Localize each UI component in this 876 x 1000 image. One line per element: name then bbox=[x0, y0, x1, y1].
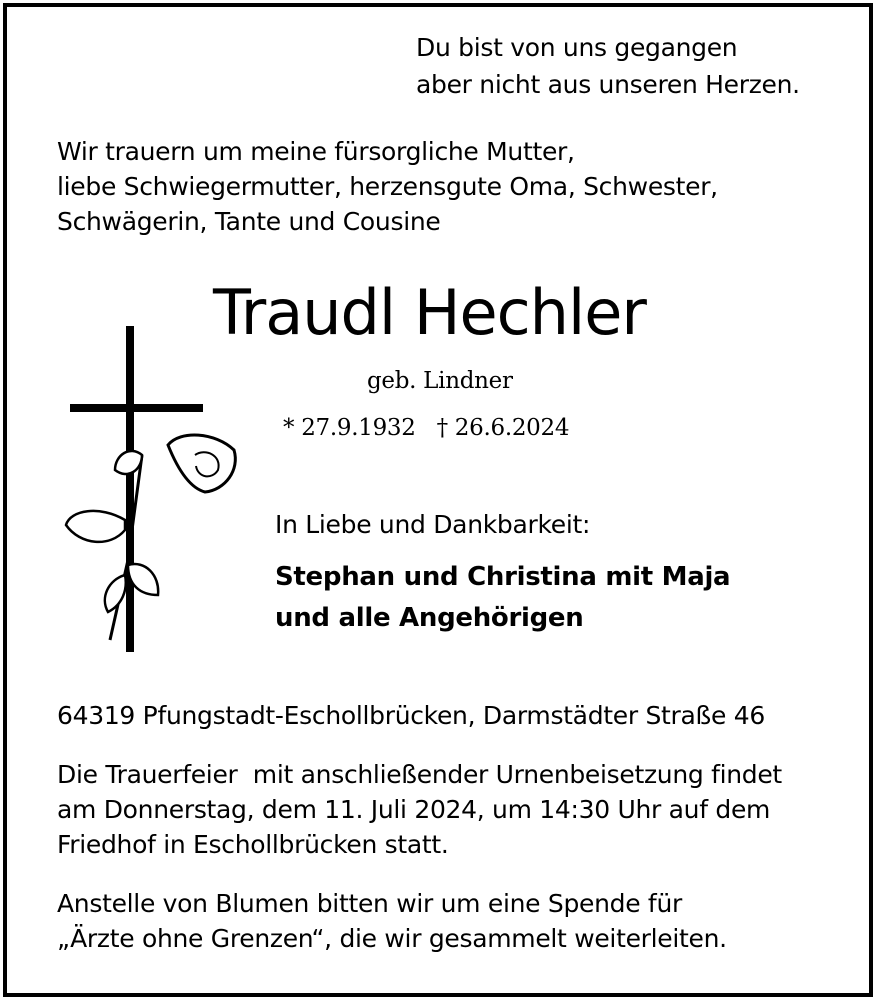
motto-line-2: aber nicht aus unseren Herzen. bbox=[416, 70, 800, 99]
donation-line-1: Anstelle von Blumen bitten wir um eine Spende für bbox=[57, 889, 682, 918]
donation-line-2: „Ärzte ohne Grenzen“, die wir gesammelt weiterleiten. bbox=[57, 924, 727, 953]
cross-and-rose-icon bbox=[0, 0, 260, 700]
mourners-line-1: Stephan und Christina mit Maja bbox=[275, 562, 731, 592]
intro-line-1: Wir trauern um meine fürsorgliche Mutter, bbox=[57, 137, 575, 166]
intro-line-3: Schwägerin, Tante und Cousine bbox=[57, 207, 441, 236]
mourners-line-2: und alle Angehörigen bbox=[275, 603, 584, 633]
life-dates: * 27.9.1932 † 26.6.2024 bbox=[283, 415, 570, 441]
address: 64319 Pfungstadt-Eschollbrücken, Darmstädter Straße 46 bbox=[57, 701, 765, 730]
deceased-name: Traudl Hechler bbox=[213, 276, 646, 349]
ceremony-line-2: am Donnerstag, dem 11. Juli 2024, um 14:30 Uhr auf dem bbox=[57, 795, 771, 824]
maiden-name: geb. Lindner bbox=[367, 368, 513, 394]
gratitude-line: In Liebe und Dankbarkeit: bbox=[275, 510, 591, 539]
motto-line-1: Du bist von uns gegangen bbox=[416, 33, 738, 62]
intro-line-2: liebe Schwiegermutter, herzensgute Oma, Schwester, bbox=[57, 172, 718, 201]
ceremony-line-1: Die Trauerfeier mit anschließender Urnenbeisetzung findet bbox=[57, 760, 782, 789]
ceremony-line-3: Friedhof in Eschollbrücken statt. bbox=[57, 830, 449, 859]
